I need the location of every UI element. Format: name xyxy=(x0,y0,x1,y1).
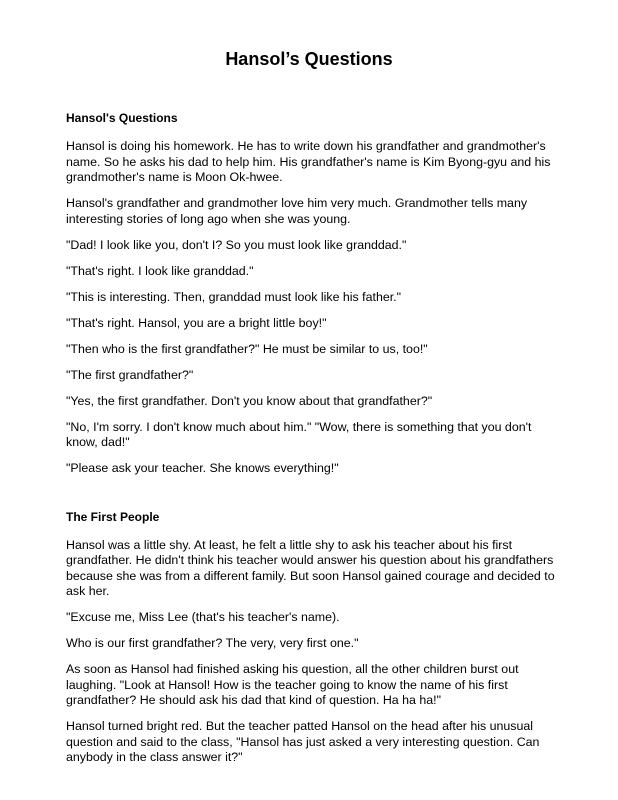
paragraph: As soon as Hansol had finished asking his question, all the other children burst out laughing. "Look at Hansol! How is the teacher going to know the name of his first grandfather? He should ask his dad that kind of question. Ha ha ha!" xyxy=(66,662,519,707)
paragraph: Hansol's grandfather and grandmother love him very much. Grandmother tells many interesting stories of long ago when she was young. xyxy=(66,196,528,226)
paragraph: Hansol was a little shy. At least, he felt a little shy to ask his teacher about his first grandfather. He didn't think his teacher would answer his question about his grandfathers because she was from a different family. But soon Hansol gained courage and decided to ask her. xyxy=(66,537,555,598)
paragraph: "Yes, the first grandfather. Don't you know about that grandfather?" xyxy=(66,393,433,408)
paragraph: "That's right. I look like granddad." xyxy=(66,263,254,278)
paragraph: "That's right. Hansol, you are a bright little boy!" xyxy=(66,315,327,330)
document-body xyxy=(66,110,556,766)
section-the-first-people xyxy=(66,509,556,766)
section-heading: Hansol's Questions xyxy=(66,111,178,125)
paragraph: "Please ask your teacher. She knows everything!" xyxy=(66,461,339,475)
page-title: Hansol’s Questions xyxy=(225,49,393,69)
paragraph: "Dad! I look like you, don't I? So you must look like granddad." xyxy=(66,237,407,252)
paragraph: Hansol turned bright red. But the teacher patted Hansol on the head after his unusual question and said to the class, "Hansol has just asked a very interesting question. Can anybody in the class answer it?" xyxy=(66,719,540,764)
paragraph: "Then who is the first grandfather?" He must be similar to us, too!" xyxy=(66,341,428,356)
paragraph: Hansol is doing his homework. He has to write down his grandfather and grandmother's name. So he asks his dad to help him. His grandfather's name is Kim Byong-gyu and his grandmother's name is Moon Ok-hwee. xyxy=(66,139,551,184)
section-hansols-questions xyxy=(66,110,556,477)
paragraph: "No, I'm sorry. I don't know much about him." "Wow, there is something that you don't know, dad!" xyxy=(66,419,532,449)
paragraph: "This is interesting. Then, granddad must look like his father." xyxy=(66,289,402,304)
section-heading: The First People xyxy=(66,509,160,524)
paragraph: "Excuse me, Miss Lee (that's his teacher's name). xyxy=(66,610,340,624)
paragraph: Who is our first grandfather? The very, very first one." xyxy=(66,636,359,650)
paragraph: "The first grandfather?" xyxy=(66,367,194,382)
